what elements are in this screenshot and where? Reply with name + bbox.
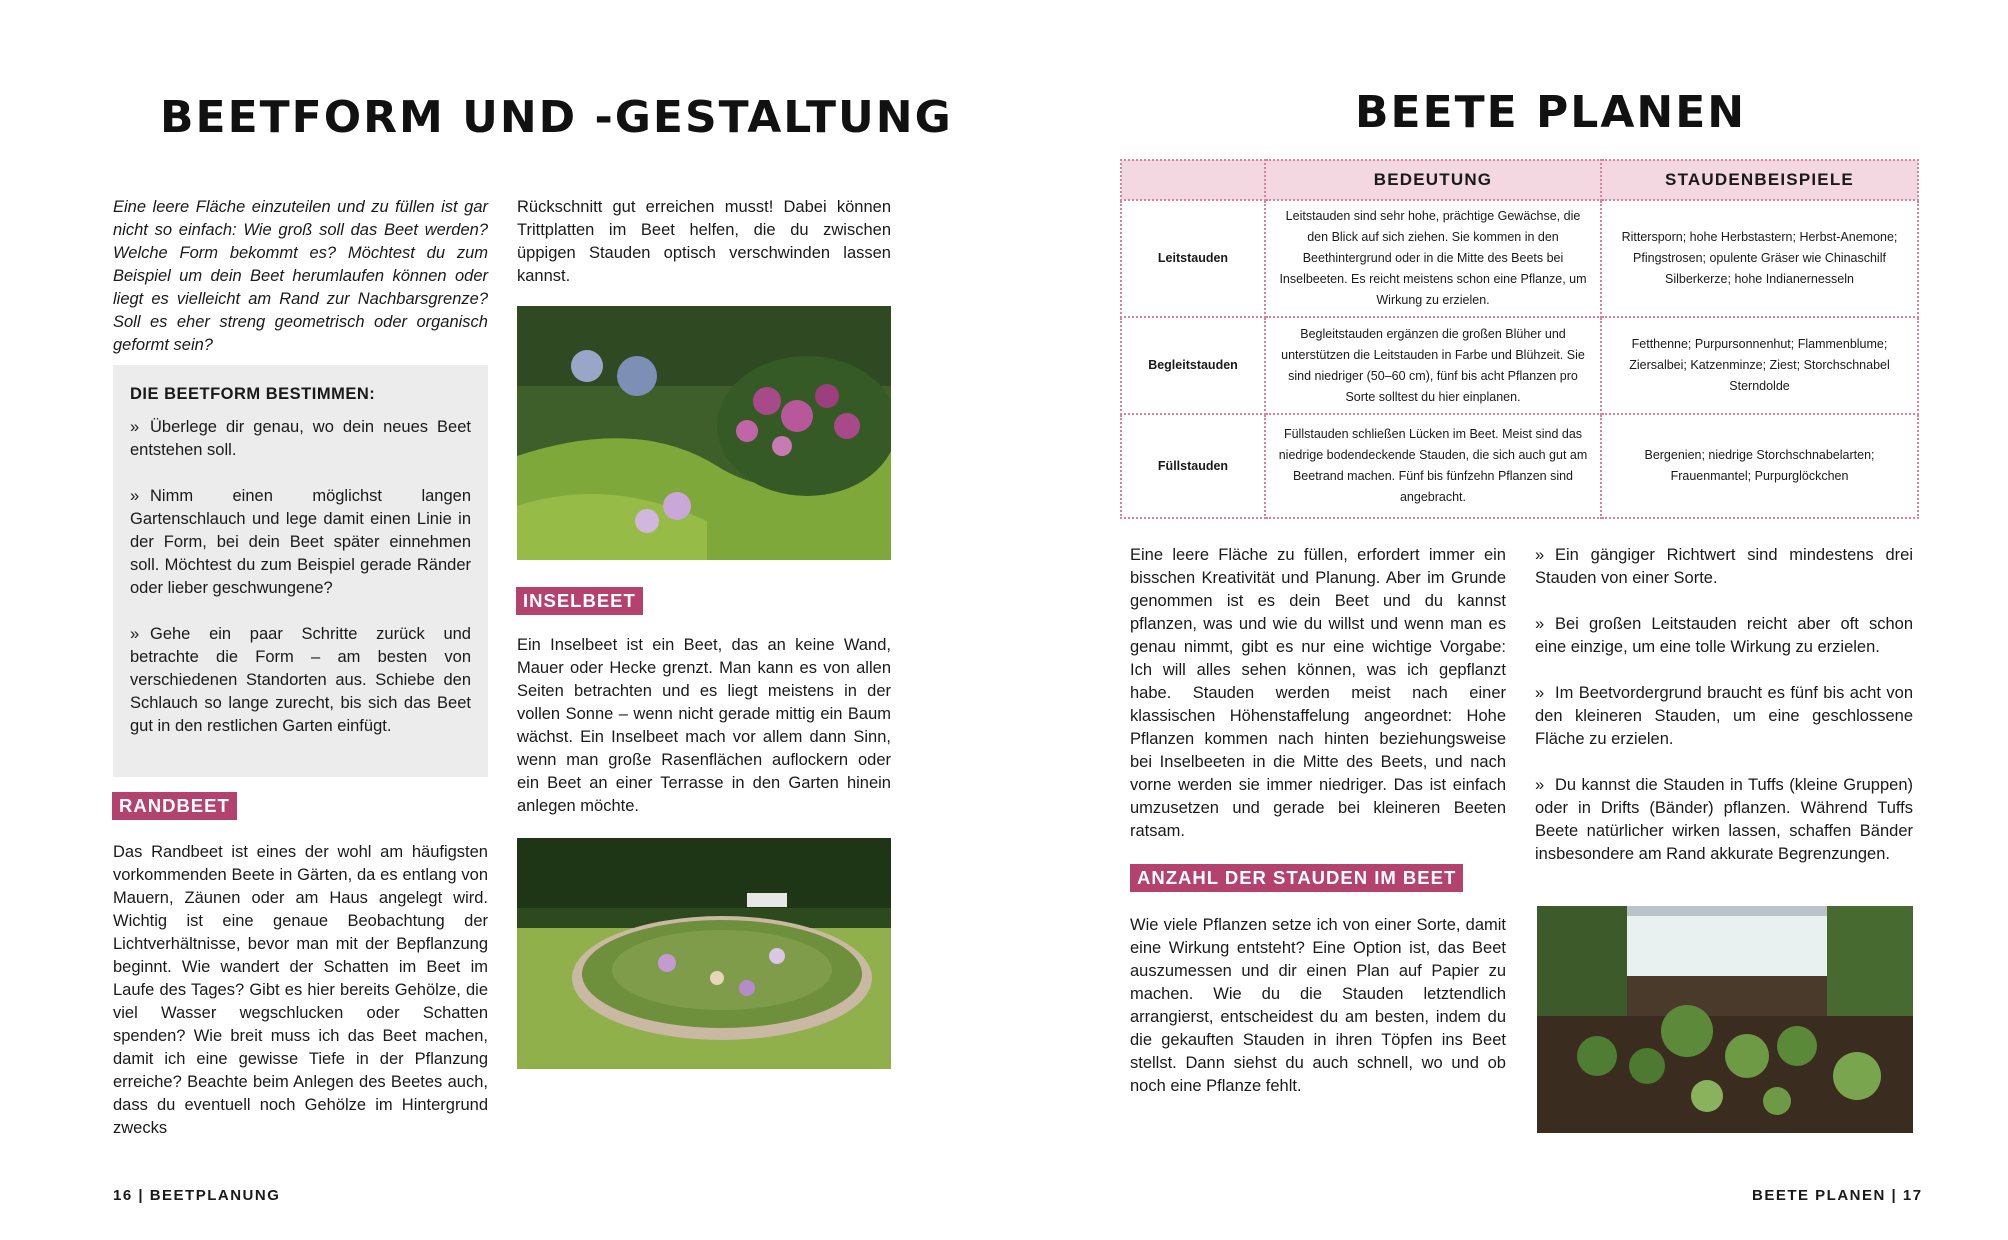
inselbeet-text: Ein Inselbeet ist ein Beet, das an keine Wand, Mauer oder Hecke grenzt. Man kann es von allen Seiten betrachten und es liegt meistens in der vollen Sonne – wenn nicht gerade mittig ein Baum wächst. Ein Inselbeet mach vor allem dann Sinn, wenn man große Rasenflächen auflockern oder ein Beet an einer Terrasse in den Garten hinein anlegen möchte. <box>517 636 891 815</box>
island-bed-image <box>517 838 891 1069</box>
table-cell-meaning: Begleitstauden ergänzen die großen Blüher und unterstützen die Leitstauden in Farbe und Blühzeit. Sie sind niedriger (50–60 cm), fünf bis acht Pflanzen pro Sorte solltest du hier einplanen. <box>1265 317 1601 414</box>
table-cell-meaning: Füllstauden schließen Lücken im Beet. Meist sind das niedrige bodendeckende Stauden, die sich auch gut am Beetrand machen. Fünf bis fünfzehn Pflanzen sind angebracht. <box>1265 414 1601 518</box>
list-item: » Bei großen Leitstauden reicht aber oft schon eine einzige, um eine tolle Wirkung zu erzielen. <box>1535 615 1913 656</box>
staudentabelle <box>1120 159 1917 519</box>
new-bed-image <box>1537 906 1913 1133</box>
page-title-right: BEETE PLANEN <box>1355 87 1747 138</box>
beetform-box <box>113 365 488 777</box>
richtwert-list <box>1535 544 1913 889</box>
table-header-row <box>1121 160 1918 200</box>
table-cell-examples: Bergenien; niedrige Storchschnabelarten; Frauenmantel; Purpurglöckchen <box>1601 414 1918 518</box>
col2-intro-text: Rückschnitt gut erreichen musst! Dabei können Trittplatten im Beet helfen, die du zwischen üppigen Stauden optisch verschwinden lassen kannst. <box>517 198 891 285</box>
garden-photo-new-bed <box>1537 906 1913 1133</box>
box-bullet: » Nimm einen möglichst langen Gartenschlauch und lege damit einen Linie in der Form, bei dein Beet später einnehmen soll. Möchtest du zum Beispiel gerade Ränder oder lieber geschwungene? <box>130 487 471 597</box>
table-header-cell: BEDEUTUNG <box>1265 160 1601 200</box>
table-header-cell: STAUDENBEISPIELE <box>1601 160 1918 200</box>
table-cell-meaning: Leitstauden sind sehr hohe, prächtige Gewächse, die den Blick auf sich ziehen. Sie kommen in den Beethintergrund oder in die Mitte des Beets bei Inselbeeten. Es reicht meistens schon eine Pflanze, um Wirkung zu erzielen. <box>1265 200 1601 317</box>
plan-table <box>1120 159 1919 519</box>
table-row-name: Füllstauden <box>1121 414 1265 518</box>
table-row <box>1121 317 1918 414</box>
garden-photo-border <box>517 306 891 560</box>
table-row <box>1121 200 1918 317</box>
table-cell-examples: Fetthenne; Purpursonnenhut; Flammenblume; Ziersalbei; Katzenminze; Ziest; Storchschnabel Sterndolde <box>1601 317 1918 414</box>
randbeet-text: Das Randbeet ist eines der wohl am häufigsten vorkommenden Beete in Gärten, da es entlang von Mauern, Zäunen oder am Haus angelegt wird. Wichtig ist eine genaue Beobachtung der Lichtverhältnisse, bevor man mit der Bepflanzung beginnt. Wie wandert der Schatten im Beet im Laufe des Tages? Gibt es hier bereits Gehölze, die viel Wasser wegschlucken oder Schatten spenden? Wie breit muss ich das Beet machen, damit ich eine gewisse Tiefe in der Pflanzung erreiche? Beachte beim Anlegen des Beetes auch, dass du eventuell noch Gehölze im Hintergrund zwecks <box>113 843 488 1137</box>
table-row-name: Begleitstauden <box>1121 317 1265 414</box>
page-title-left: BEETFORM UND -GESTALTUNG <box>160 92 953 143</box>
anzahl-text: Wie viele Pflanzen setze ich von einer Sorte, damit eine Wirkung entsteht? Eine Option ist, das Beet auszumessen und dir einen Plan auf Papier zu machen. Wie du die Stauden letztendlich arrangierst, entscheidest du am besten, indem du die gekauften Stauden in ihren Töpfen ins Beet stellst. Dann siehst du auch schnell, wo und ob noch eine Pflanze fehlt. <box>1130 916 1506 1095</box>
box-heading: DIE BEETFORM BESTIMMEN: <box>130 385 376 403</box>
randbeet-tag: RANDBEET <box>112 792 237 820</box>
garden-photo-island <box>517 838 891 1069</box>
list-item: » Im Beetvordergrund braucht es fünf bis acht von den kleineren Stauden, um eine geschlossene Fläche zu erzielen. <box>1535 684 1913 748</box>
planen-text: Eine leere Fläche zu füllen, erfordert immer ein bisschen Kreativität und Planung. Aber im Grunde genommen ist es dein Beet und du kannst pflanzen, was und wie du willst und wenn man es genau nimmt, gibt es nur eine wichtige Vorgabe: Ich will alles sehen können, was ich gepflanzt habe. Stauden werden meist nach einer klassischen Höhenstaffelung angeordnet: Hohe Pflanzen kommen nach hinten beziehungsweise bei Inselbeeten in die Mitte des Beets, und nach vorne werden sie immer niedriger. Das ist einfach umzusetzen und gerade bei kleineren Beeten ratsam. <box>1130 546 1506 840</box>
flower-border-image <box>517 306 891 560</box>
inselbeet-tag: INSELBEET <box>516 587 643 615</box>
table-row-name: Leitstauden <box>1121 200 1265 317</box>
list-item: » Du kannst die Stauden in Tuffs (kleine Gruppen) oder in Drifts (Bänder) pflanzen. Während Tuffs Beete natürlicher wirken lassen, schaffen Bänder insbesondere am Rand akkurate Begrenzungen. <box>1535 776 1913 863</box>
box-bullet: » Überlege dir genau, wo dein neues Beet entstehen soll. <box>130 418 471 459</box>
footer-right: BEETE PLANEN | 17 <box>1752 1187 1923 1204</box>
box-bullet: » Gehe ein paar Schritte zurück und betrachte die Form – am besten von verschiedenen Standorten aus. Schiebe den Schlauch so lange zurecht, bis sich das Beet gut in den restlichen Garten einfügt. <box>130 625 471 735</box>
table-row <box>1121 414 1918 518</box>
intro-text: Eine leere Fläche einzuteilen und zu füllen ist gar nicht so einfach: Wie groß soll das Beet werden? Welche Form bekommt es? Möchtest du zum Beispiel um dein Beet herumlaufen können oder liegt es vielleicht am Rand zur Nachbarsgrenze? Soll es eher streng geometrisch oder organisch geformt sein? <box>113 198 488 354</box>
anzahl-tag: ANZAHL DER STAUDEN IM BEET <box>1130 864 1463 892</box>
footer-left: 16 | BEETPLANUNG <box>113 1187 281 1204</box>
table-header-cell <box>1121 160 1265 200</box>
table-cell-examples: Rittersporn; hohe Herbstastern; Herbst-Anemone; Pfingstrosen; opulente Gräser wie Chinaschilf Silberkerze; hohe Indianernesseln <box>1601 200 1918 317</box>
list-item: » Ein gängiger Richtwert sind mindestens drei Stauden von einer Sorte. <box>1535 546 1913 587</box>
